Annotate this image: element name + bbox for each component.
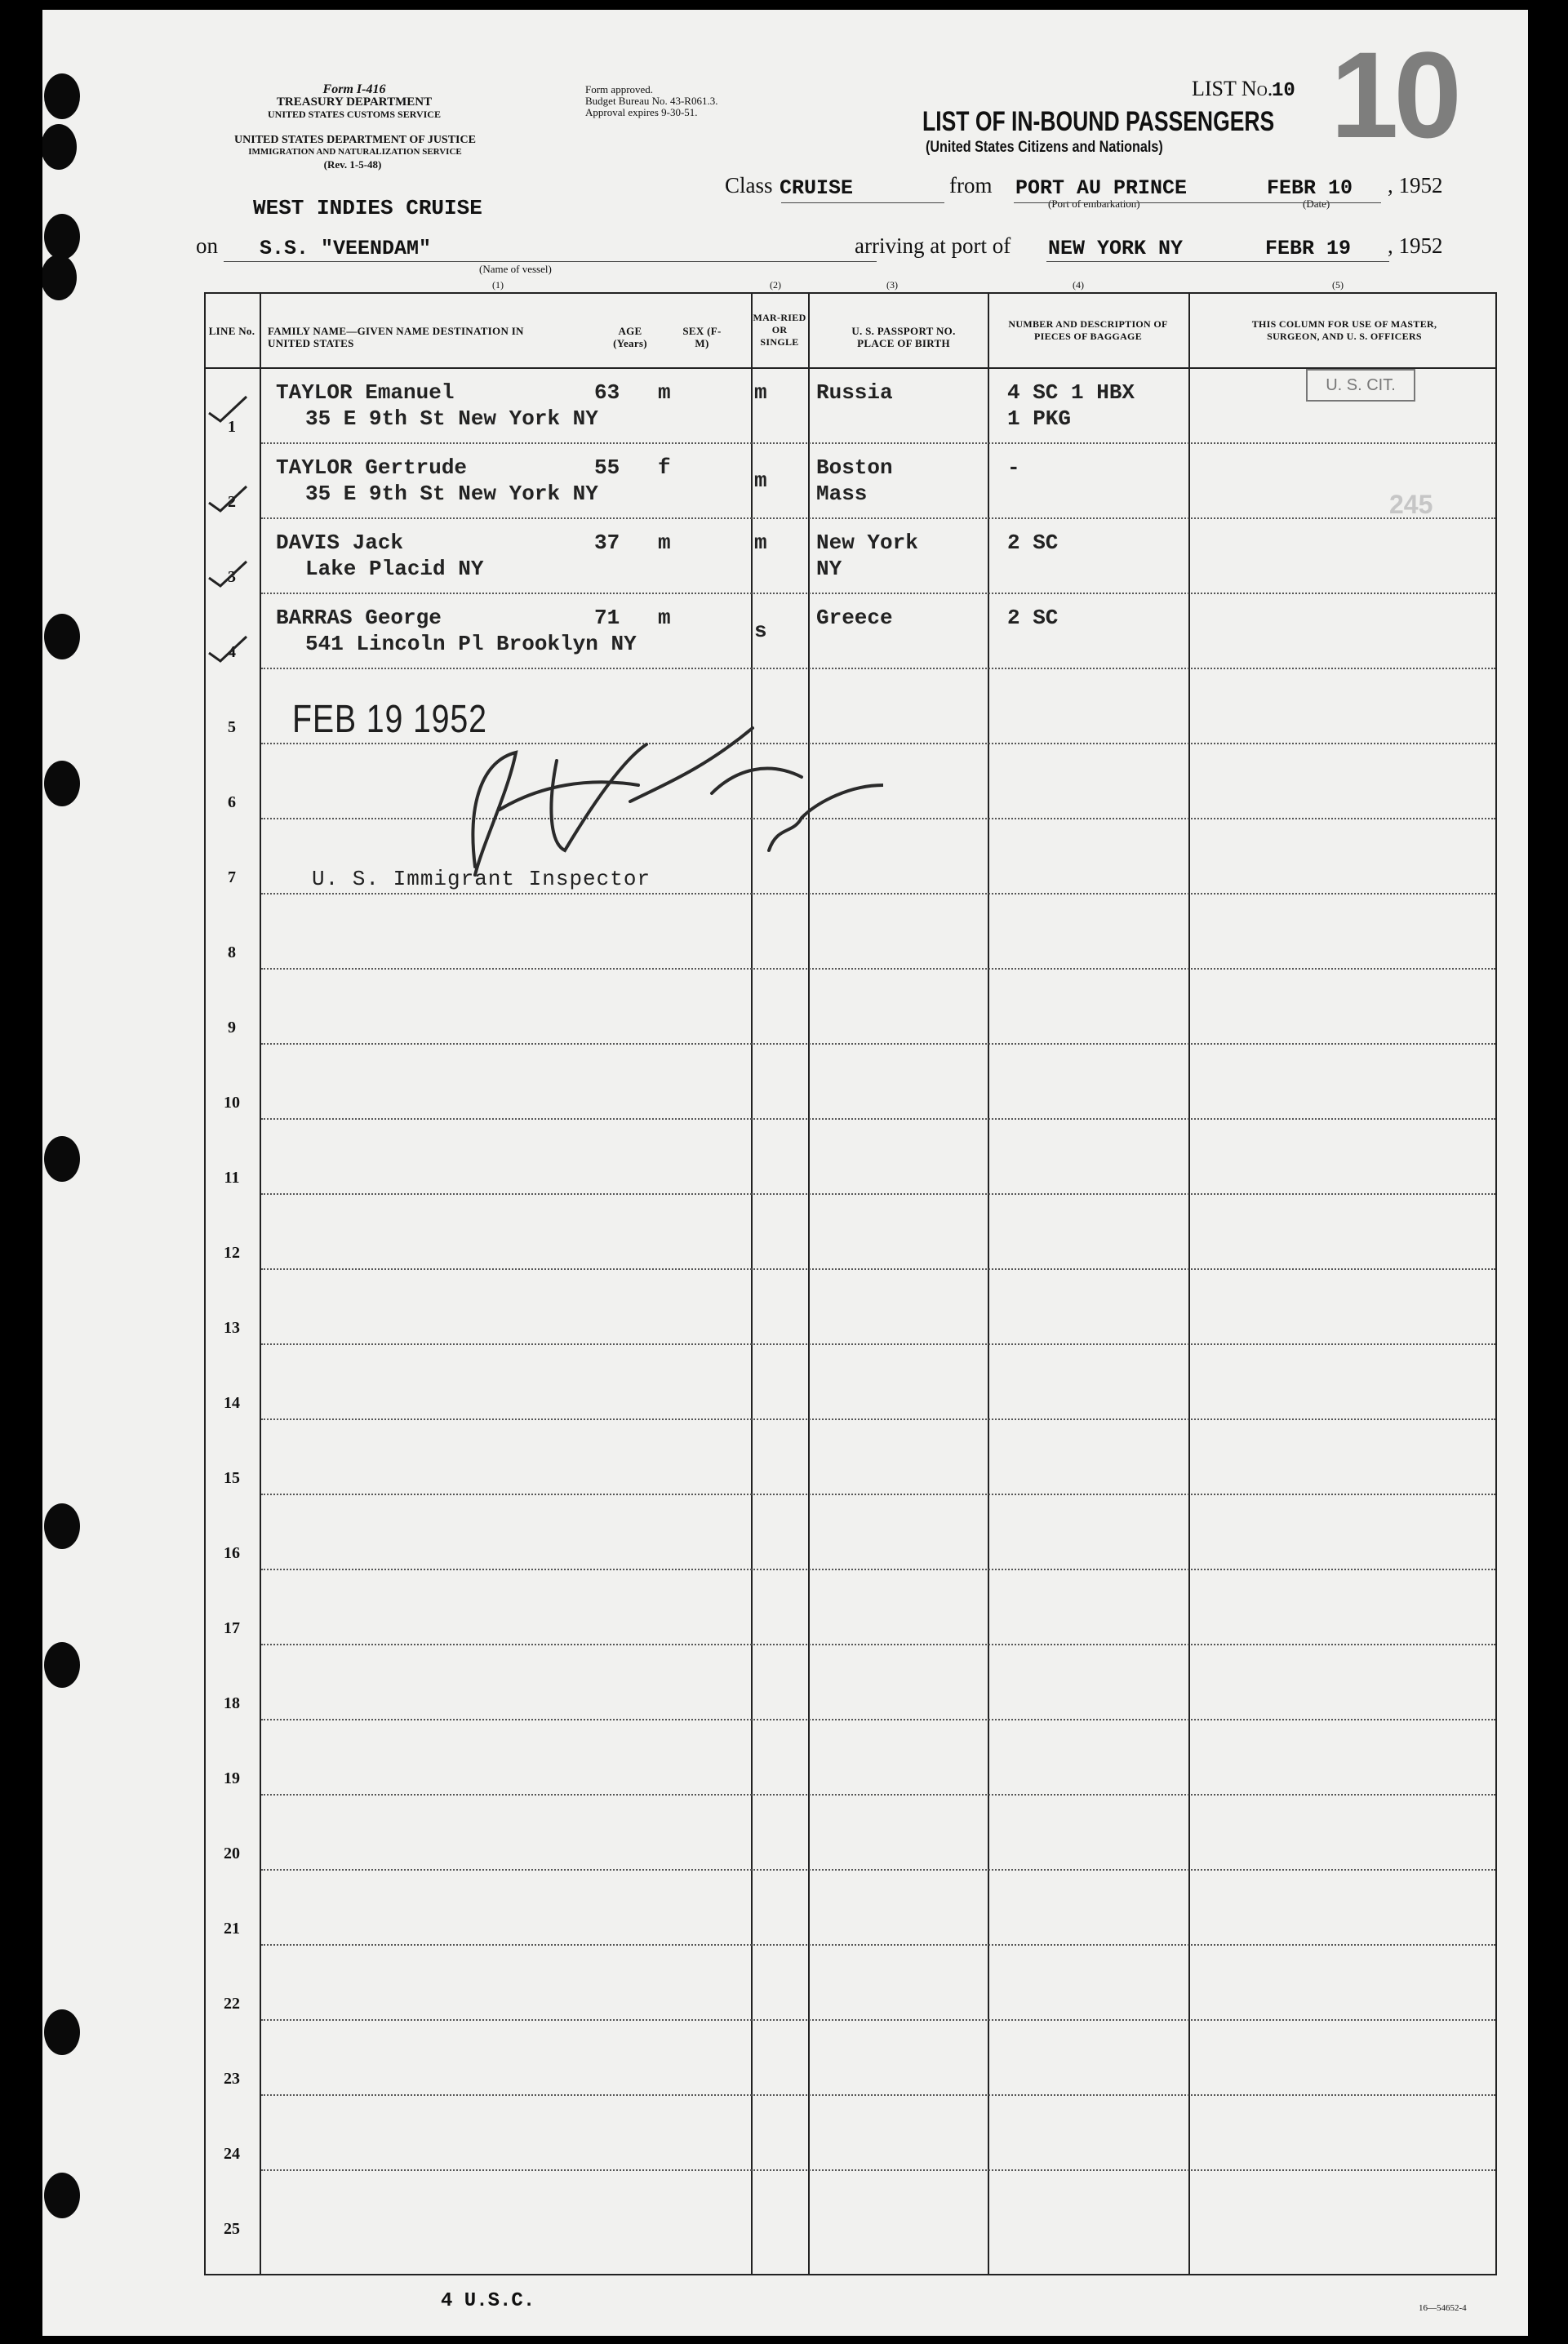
punch-hole [42,255,77,300]
col-num-2: (2) [770,279,781,291]
check-mark-icon [206,633,250,666]
header-line-no: LINE No. [208,325,255,337]
faint-number: 245 [1389,490,1433,519]
punch-hole [44,1642,80,1688]
punch-hole [44,1136,80,1182]
header-passport: U. S. PASSPORT NO. PLACE OF BIRTH [851,325,956,349]
form-page [42,10,1528,2336]
passenger-name: TAYLOR Emanuel [276,380,455,405]
col-num-4: (4) [1073,279,1084,291]
row-rule [261,442,1495,445]
form-subtitle: (United States Citizens and Nationals) [926,139,1163,156]
date-caption: (Date) [1303,198,1330,210]
punch-hole [44,73,80,119]
row-rule [261,1944,1495,1947]
col-num-1: (1) [492,279,504,291]
passenger-marital: m [754,531,767,555]
line-number: 7 [228,868,236,886]
row-rule [261,2019,1495,2022]
passenger-name: DAVIS Jack [276,531,404,555]
punch-hole [44,214,80,260]
passenger-sex: m [658,380,671,405]
passenger-marital: s [754,619,767,643]
on-label: on [196,233,218,258]
header-officers: THIS COLUMN FOR USE OF MASTER, SURGEON, AND U. S. OFFICERS [1251,318,1437,342]
dept-customs: UNITED STATES CUSTOMS SERVICE [268,109,441,120]
line-number: 1 [228,418,236,436]
form-revision: (Rev. 1-5-48) [323,158,382,171]
passenger-baggage-2: 1 PKG [1007,406,1072,431]
header-baggage: NUMBER AND DESCRIPTION OF PIECES OF BAGGAGE [1008,318,1168,342]
header-married: MAR-RIED OR SINGLE [753,312,806,348]
row-rule [261,517,1495,520]
from-label: from [949,173,993,198]
passenger-birthplace: Greece [816,606,893,630]
passenger-age: 37 [594,531,620,555]
line-number: 22 [224,1995,240,2013]
header-sex: SEX (F-M) [682,325,722,349]
check-mark-icon [206,558,250,591]
form-title: LIST OF IN-BOUND PASSENGERS [922,106,1275,137]
passenger-baggage: 2 SC [1007,606,1059,630]
line-number: 16 [224,1544,240,1562]
check-mark-icon [206,483,250,516]
passenger-sex: f [658,455,671,480]
passenger-birthplace: Boston [816,455,893,480]
passenger-marital: m [754,380,767,405]
passenger-name: TAYLOR Gertrude [276,455,468,480]
col-num-5: (5) [1332,279,1344,291]
dept-treasury: TREASURY DEPARTMENT [276,95,433,109]
punch-hole [42,124,77,170]
line-number: 21 [224,1920,240,1938]
arrival-date: FEBR 19 [1265,237,1352,260]
line-number: 13 [224,1319,240,1337]
row-rule [261,1794,1495,1796]
cruise-name: WEST INDIES CRUISE [253,196,482,220]
row-rule [261,1343,1495,1346]
dept-justice: UNITED STATES DEPARTMENT OF JUSTICE [234,134,476,146]
year-2: , 1952 [1388,233,1443,258]
line-number: 24 [224,2145,240,2163]
line-number: 19 [224,1769,240,1787]
passenger-name: BARRAS George [276,606,442,630]
line-number: 5 [228,718,236,736]
us-cit-stamp: U. S. CIT. [1306,369,1415,402]
passenger-age: 63 [594,380,620,405]
passenger-birthplace-2: NY [816,557,842,581]
passenger-destination: 35 E 9th St New York NY [305,406,598,431]
line-number: 8 [228,943,236,961]
row-rule [261,2094,1495,2097]
embark-port: PORT AU PRINCE [1015,176,1188,200]
embark-caption: (Port of embarkation) [1048,198,1140,210]
class-value: CRUISE [780,176,854,200]
row-rule [261,1869,1495,1871]
line-number: 12 [224,1244,240,1262]
passenger-birthplace-2: Mass [816,482,868,506]
passenger-baggage: 4 SC 1 HBX [1007,380,1135,405]
line-number: 6 [228,793,236,811]
line-number: 11 [224,1169,240,1187]
row-rule [261,968,1495,970]
row-rule [261,1268,1495,1271]
vessel-name: S.S. "VEENDAM" [260,237,432,260]
passenger-destination: 35 E 9th St New York NY [305,482,598,506]
budget-bureau: Budget Bureau No. 43-R061.3. [585,95,718,107]
line-number: 2 [228,493,236,511]
form-number: Form I-416 [322,82,386,96]
row-rule [261,593,1495,595]
arriving-label: arriving at port of [855,233,1011,258]
form-approved: Form approved. [585,83,654,95]
punch-hole [44,761,80,806]
year-1: , 1952 [1388,173,1443,198]
row-rule [261,1644,1495,1646]
arrival-stamp-date: FEB 19 1952 [292,698,487,741]
inspector-label: U. S. Immigrant Inspector [312,867,651,891]
line-number: 10 [224,1094,240,1112]
passenger-baggage: - [1007,455,1020,480]
passenger-birthplace: New York [816,531,918,555]
check-mark-icon [206,393,250,426]
passenger-age: 55 [594,455,620,480]
line-number: 23 [224,2070,240,2088]
row-rule [261,1494,1495,1496]
line-number: 20 [224,1845,240,1862]
embark-date: FEBR 10 [1267,176,1353,200]
row-rule [261,1118,1495,1121]
header-name: FAMILY NAME—GIVEN NAME DESTINATION IN UNITED STATES [268,325,524,349]
line-number: 3 [228,568,236,586]
row-rule [261,2169,1495,2172]
arrival-port: NEW YORK NY [1048,237,1184,260]
line-number: 9 [228,1019,236,1037]
line-number: 15 [224,1469,240,1487]
list-number: 10 [1272,80,1295,102]
row-rule [261,1418,1495,1421]
footer-code: 16—54652-4 [1419,2303,1467,2313]
passenger-sex: m [658,606,671,630]
punch-hole [44,614,80,659]
row-rule [261,1193,1495,1196]
line-number: 14 [224,1394,240,1412]
passenger-sex: m [658,531,671,555]
header-age: AGE (Years) [613,325,647,349]
punch-hole [44,1503,80,1549]
passenger-baggage: 2 SC [1007,531,1059,555]
line-number: 4 [228,643,236,661]
vessel-caption: (Name of vessel) [479,263,552,275]
punch-hole [44,2009,80,2055]
passenger-age: 71 [594,606,620,630]
class-label: Class [725,173,773,198]
approval-expires: Approval expires 9-30-51. [585,106,698,118]
passenger-destination: 541 Lincoln Pl Brooklyn NY [305,632,637,656]
passenger-marital: m [754,468,767,493]
line-number: 17 [224,1619,240,1637]
row-rule [261,1043,1495,1045]
passenger-table [204,292,1497,2275]
row-rule [261,1719,1495,1721]
footer-note: 4 U.S.C. [441,2290,535,2312]
dept-ins: IMMIGRATION AND NATURALIZATION SERVICE [248,147,462,157]
line-number: 25 [224,2220,240,2238]
big-list-number: 10 [1330,26,1457,163]
punch-hole [44,2173,80,2218]
line-number: 18 [224,1694,240,1712]
passenger-destination: Lake Placid NY [305,557,484,581]
col-num-3: (3) [886,279,898,291]
row-rule [261,1569,1495,1571]
list-label: LIST No. [1192,77,1273,100]
passenger-birthplace: Russia [816,380,893,405]
